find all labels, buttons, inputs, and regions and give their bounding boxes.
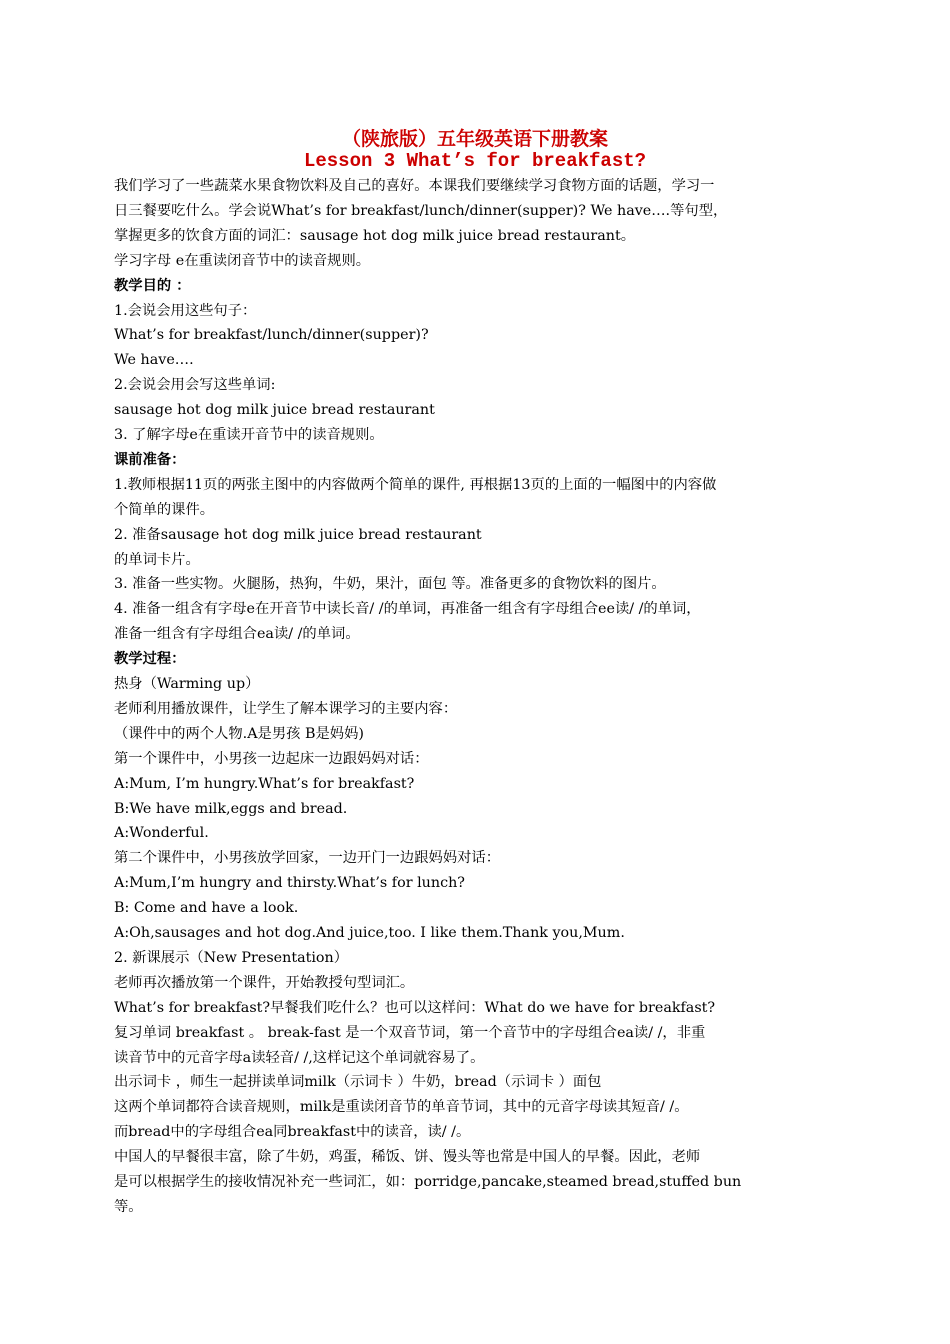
body-line: 3. 了解字母e在重读开音节中的读音规则。 <box>114 427 384 443</box>
body-line: 学习字母 e在重读闭音节中的读音规则。 <box>114 252 371 269</box>
body-line: 2. 准备sausage hot dog milk juice bread restaurant <box>114 526 482 543</box>
body-line: 等。 <box>114 1198 143 1215</box>
body-line: What’s for breakfast?早餐我们吃什么？也可以这样问：What do we have for breakfast? <box>114 999 716 1016</box>
body-line: A:Wonderful. <box>114 825 209 842</box>
body-line: 个简单的课件。 <box>114 501 215 518</box>
body-line: B: Come and have a look. <box>114 900 299 917</box>
body-line: 第一个课件中，小男孩一边起床一边跟妈妈对话： <box>114 750 429 767</box>
body-line: 中国人的早餐很丰富，除了牛奶，鸡蛋，稀饭、饼、馒头等也常是中国人的早餐。因此，老师 <box>114 1149 701 1166</box>
body-line: 2. 新课展示（New Presentation） <box>114 949 349 966</box>
body-line: 1.会说会用这些句子： <box>114 302 257 319</box>
body-line: B:We have milk,eggs and bread. <box>114 800 348 817</box>
body-line: 日三餐要吃什么。学会说What’s for breakfast/lunch/dinner(supper)? We have….等句型， <box>114 202 728 219</box>
body-line: 老师利用播放课件，让学生了解本课学习的主要内容： <box>114 700 458 717</box>
body-line: 读音节中的元音字母a读轻音/ /,这样记这个单词就容易了。 <box>114 1049 485 1066</box>
body-line: 准备一组含有字母组合ea读/ /的单词。 <box>114 626 360 643</box>
body-line: 老师再次播放第一个课件，开始教授句型词汇。 <box>114 974 415 991</box>
body-line: 4. 准备一组含有字母e在开音节中读长音/ /的单词，再准备一组含有字母组合ee读/ /的单词， <box>114 601 701 618</box>
body-line: What’s for breakfast/lunch/dinner(supper)? <box>114 327 429 344</box>
body-line: sausage hot dog milk juice bread restaurant <box>114 402 435 419</box>
body-line: （课件中的两个人物.A是男孩 B是妈妈) <box>114 725 364 742</box>
body-line: 热身（Warming up） <box>114 676 260 692</box>
body-line: 3. 准备一些实物。火腿肠，热狗，牛奶，果汁，面包 等。准备更多的食物饮料的图片。 <box>114 576 666 593</box>
document-subtitle: Lesson 3 What’s for breakfast? <box>303 150 647 172</box>
body-line: We have…. <box>114 352 194 369</box>
body-line: 复习单词 breakfast 。 break-fast 是一个双音节词，第一个音节中的字母组合ea读/ /，非重 <box>114 1024 706 1041</box>
body-line: 的单词卡片。 <box>114 551 200 568</box>
body-line: A:Oh,sausages and hot dog.And juice,too. I like them.Thank you,Mum. <box>114 925 625 941</box>
body-line: 而bread中的字母组合ea同breakfast中的读音，读/ /。 <box>114 1124 471 1141</box>
body-line: 第二个课件中，小男孩放学回家，一边开门一边跟妈妈对话： <box>114 850 501 867</box>
body-line: 1.教师根据11页的两张主图中的内容做两个简单的课件, 再根据13页的上面的一幅图中的内容做 <box>114 476 717 493</box>
body-line: 这两个单词都符合读音规则，milk是重读闭音节的单音节词，其中的元音字母读其短音/ /。 <box>114 1099 689 1116</box>
body-line: 出示词卡 ，师生一起拼读单词milk（示词卡 ）牛奶，bread（示词卡 ）面包 <box>114 1074 602 1091</box>
document-title: （陕旅版）五年级英语下册教案 <box>341 128 608 150</box>
body-line: 掌握更多的饮食方面的词汇：sausage hot dog milk juice bread restaurant。 <box>114 227 636 244</box>
body-line: A:Mum, I’m hungry.What’s for breakfast? <box>114 775 415 792</box>
section-heading: 课前准备： <box>114 451 186 468</box>
body-line: 2.会说会用会写这些单词: <box>114 377 276 394</box>
body-line: A:Mum,I’m hungry and thirsty.What’s for lunch? <box>114 875 465 892</box>
body-line: 是可以根据学生的接收情况补充一些词汇，如：porridge,pancake,steamed bread,stuffed bun <box>114 1174 742 1190</box>
section-heading: 教学目的 ： <box>114 277 191 294</box>
section-heading: 教学过程： <box>114 651 186 668</box>
body-line: 我们学习了一些蔬菜水果食物饮料及自己的喜好。本课我们要继续学习食物方面的话题，学习一 <box>114 178 715 194</box>
